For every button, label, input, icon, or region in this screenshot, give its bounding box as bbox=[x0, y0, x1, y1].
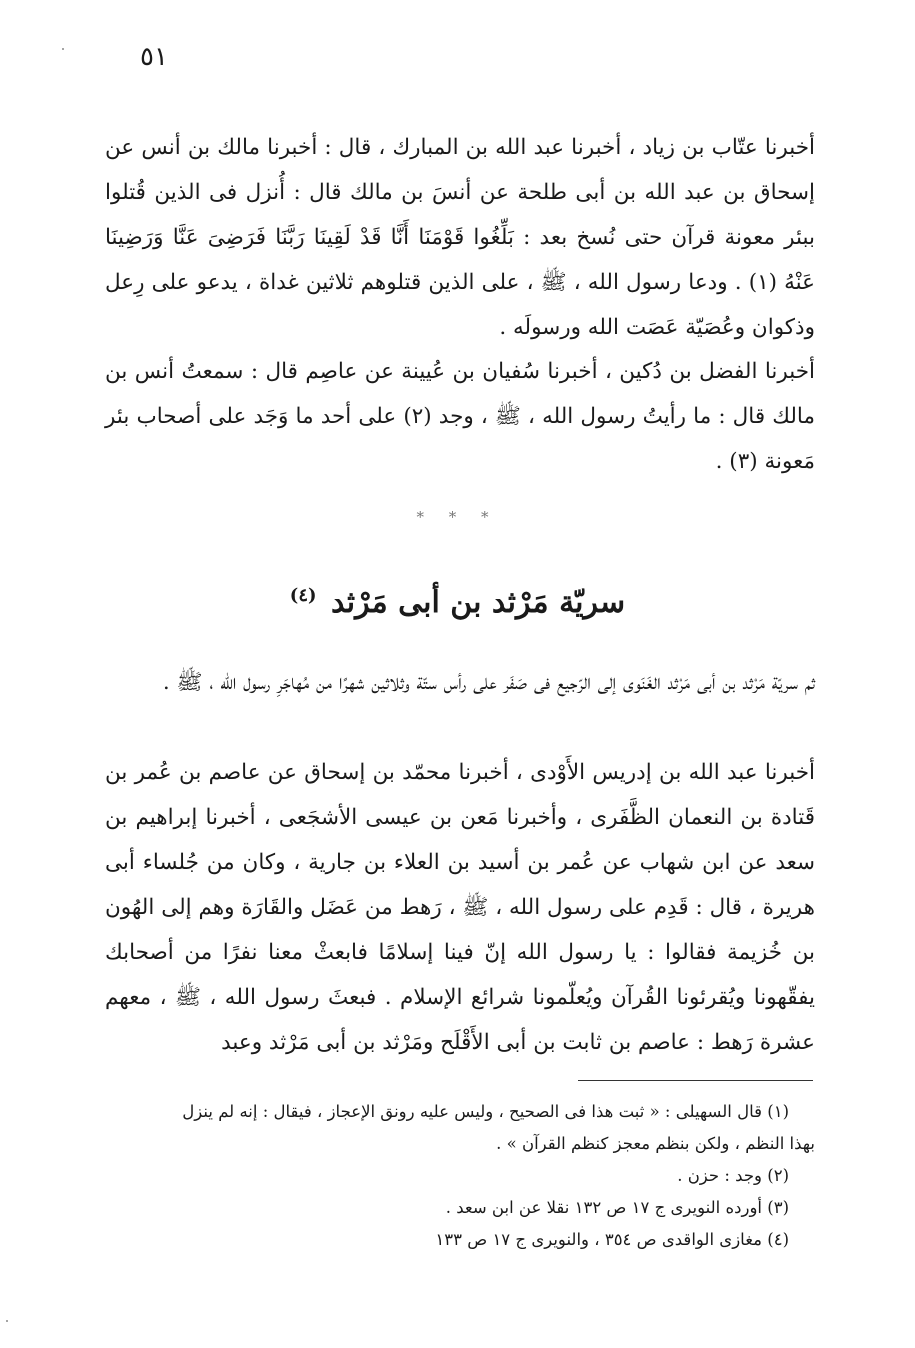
paragraph-4: أخبرنا عبد الله بن إدريس الأَوْدى ، أخبرنا محمّد بن إسحاق عن عاصم بن عُمر بن قَتادة بن النعمان الظَّفَرى ، وأخبرنا مَعن بن عيسى الأشجَعى ، أخبرنا إبراهيم بن سعد عن ابن شهاب عن عُمر بن أسيد بن العلاء بن جارية ، وكان من جُلساء أبى هريرة ، قال : قَدِم على رسول الله ، ﷺ ، رَهط من عَضَل والقَارَة وهم إلى الهُون بن خُزيمة فقالوا : يا رسول الله إنّ فينا إسلامًا فابعثْ معنا نفرًا من أصحابك يفقّهونا ويُقرئونا القُرآن ويُعلّمونا شرائع الإسلام . فبعثَ رسول الله ، ﷺ ، معهم عشرة رَهط : عاصم بن ثابت بن أبى الأَقْلَح ومَرْثد بن أبى مَرْثد وعبد bbox=[105, 760, 815, 1055]
footnotes bbox=[105, 1096, 815, 1256]
section-title bbox=[0, 585, 915, 620]
paragraph-2: أخبرنا الفضل بن دُكين ، أخبرنا سُفيان بن عُيينة عن عاصِم قال : سمعتُ أنس بن مالك قال : ما رأيتُ رسول الله ، ﷺ ، وجد (٢) على أحد ما وَجَد على أصحاب بئر مَعونة (٣) . bbox=[105, 359, 815, 474]
section-title-footnote-ref: (٤) bbox=[289, 585, 317, 606]
paragraph-1: أخبرنا عتّاب بن زياد ، أخبرنا عبد الله بن المبارك ، قال : أخبرنا مالك بن أنس عن إسحاق بن عبد الله بن أبى طلحة عن أنسَ بن مالك قال : أُنزل فى الذين قُتلوا ببئر معونة قرآن حتى نُسخ بعد : بَلِّغُوا قَوْمَنَا أَنَّا قَدْ لَقِينَا رَبَّنَا فَرَضِىَ عَنَّا وَرَضِينَا عَنْهُ (١) . ودعا رسول الله ، ﷺ ، على الذين قتلوهم ثلاثين غداة ، يدعو على رِعل وذكوان وعُصَيّة عَصَت الله ورسولَه . bbox=[105, 135, 815, 340]
section-title-text: سريّة مَرْثد بن أبى مَرْثد bbox=[330, 585, 626, 620]
footnote-1-text: (١) قال السهيلى : « ثبت هذا فى الصحيح ، وليس عليه رونق الإعجاز ، فيقال : إنه لم ينزل bbox=[182, 1102, 789, 1121]
paragraph-3: ثم سريّة مَرْثد بن أبى مَرْثد الغَنَوى إلى الرّجيع فى صَفَر على رأس ستّة وثلاثين شهرًا من مُهاجَرِ رسول الله ، ﷺ . bbox=[162, 670, 815, 695]
section-separator: * * * bbox=[416, 508, 499, 526]
footnote-1-continuation: بهذا النظم ، ولكن بنظم معجز كنظم القرآن » . bbox=[496, 1134, 815, 1153]
scan-speck bbox=[62, 48, 64, 50]
footnote-1 bbox=[105, 1096, 815, 1160]
footnote-3: (٣) أورده النويرى ج ١٧ ص ١٣٢ نقلا عن ابن سعد . bbox=[445, 1198, 789, 1217]
footnote-4: (٤) مغازى الواقدى ص ٣٥٤ ، والنويرى ج ١٧ ص ١٣٣ bbox=[435, 1230, 789, 1249]
footnote-divider bbox=[578, 1080, 813, 1081]
page-number: ٥١ bbox=[140, 42, 168, 72]
scan-speck bbox=[6, 1320, 8, 1322]
footnote-2: (٢) وجد : حزن . bbox=[677, 1166, 789, 1185]
